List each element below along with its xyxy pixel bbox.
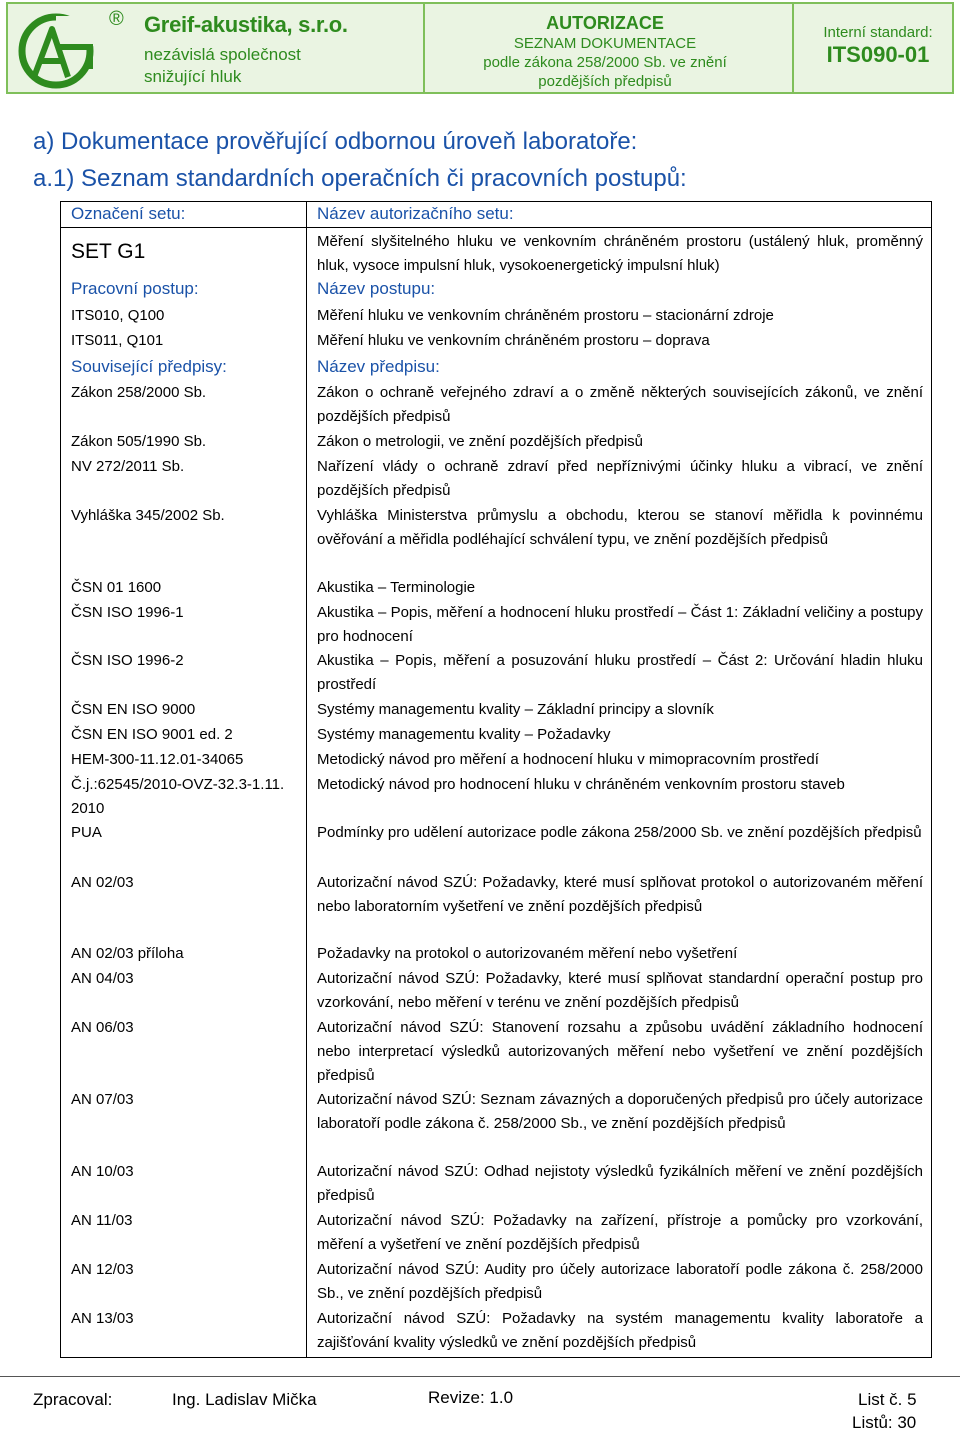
row-code: AN 02/03 [71,874,134,891]
revision-label: Revize: 1.0 [428,1388,514,1407]
tagline-line-1: nezávislá společnost [144,45,301,64]
row-title: Vyhláška Ministerstva průmyslu a obchodu, kterou se stanoví měřidla k povinnému ověřování a měřidla podléhající schválení typu, ve znění pozdějších předpisů [317,507,923,548]
row-code: PUA [71,824,102,841]
author-name: Ing. Ladislav Mička [172,1390,317,1409]
row-code: AN 11/03 [71,1212,133,1229]
row-code: Č.j.:62545/2010-OVZ-32.3-1.11.2010 [71,776,285,817]
section-heading-a1: a.1) Seznam standardních operačních či pracovních postupů: [33,165,687,192]
row-title: Autorizační návod SZÚ: Požadavky na systém managementu kvality laboratoře a zajišťování kvality výsledků ve znění pozdějších předpisů [317,1310,923,1351]
row-title: Autorizační návod SZÚ: Požadavky, které musí splňovat standardní operační postup pro vzorkování, nebo měření v terénu ve znění pozdějších předpisů [317,970,923,1011]
greif-akustika-logo [12,7,102,91]
row-title: Autorizační návod SZÚ: Požadavky, které musí splňovat protokol o autorizovaném měření nebo laboratorním vyšetření ve znění pozdějších předpisů [317,874,923,915]
section-heading-a: a) Dokumentace prověřující odbornou úroveň laboratoře: [33,128,638,155]
row-code: ČSN 01 1600 [71,579,162,596]
set-code: SET G1 [71,240,146,263]
procedure-name-label: Název postupu: [317,279,436,298]
row-code: ČSN ISO 1996-2 [71,652,184,669]
row-code: ČSN ISO 1996-1 [71,604,184,621]
tagline-line-2: snižující hluk [144,67,242,86]
row-code: Zákon 505/1990 Sb. [71,433,207,450]
row-title: Měření hluku ve venkovním chráněném prostoru – stacionární zdroje [317,307,774,324]
document-header [6,2,954,94]
row-code: AN 10/03 [71,1163,134,1180]
row-title: Akustika – Popis, měření a hodnocení hluku prostředí – Část 1: Základní veličiny a postupy pro hodnocení [317,604,923,645]
row-code: ITS011, Q101 [71,332,164,349]
row-code: AN 06/03 [71,1019,134,1036]
document-table [60,201,932,1358]
row-code: NV 272/2011 Sb. [71,458,185,475]
row-title: Autorizační návod SZÚ: Stanovení rozsahu a způsobu uvádění základního hodnocení nebo interpretací výsledků autorizovaných měření nebo vyšetření ve znění pozdějších předpisů [317,1019,923,1084]
company-tagline [144,44,301,88]
company-name: Greif-akustika, s.r.o. [144,12,348,37]
row-title: Zákon o metrologii, ve znění pozdějších předpisů [317,433,644,450]
sheet-number: List č. 5 [858,1390,917,1409]
header-rule [61,227,931,228]
standard-code: ITS090-01 [826,42,930,67]
row-code: HEM-300-11.12.01-34065 [71,751,244,768]
row-code: Vyhláška 345/2002 Sb. [71,507,225,524]
row-title: Požadavky na protokol o autorizovaném měření nebo vyšetření [317,945,738,962]
procedure-label: Pracovní postup: [71,279,199,298]
set-title: Měření slyšitelného hluku ve venkovním chráněném prostoru (ustálený hluk, proměnný hluk, vysoce impulsní hluk, vysokoenergetický impulsní hluk) [317,233,923,274]
row-title: Akustika – Terminologie [317,579,476,596]
row-title: Měření hluku ve venkovním chráněném prostoru – doprava [317,332,710,349]
sheets-total: Listů: 30 [852,1413,917,1432]
row-code: AN 02/03 příloha [71,945,184,962]
row-title: Zákon o ochraně veřejného zdraví a o změně některých souvisejících zákonů, ve znění pozdějších předpisů [317,384,923,425]
row-title: Metodický návod pro měření a hodnocení hluku v mimopracovním prostředí [317,751,819,768]
document-subtitle: SEZNAM DOKUMENTACE [513,35,697,52]
row-title: Systémy managementu kvality – Požadavky [317,726,611,743]
row-code: ČSN EN ISO 9001 ed. 2 [71,726,233,743]
document-title-block [432,12,778,91]
row-code: ITS010, Q100 [71,307,165,324]
document-title: AUTORIZACE [546,13,664,33]
header-right-label: Název autorizačního setu: [317,204,514,223]
row-title: Podmínky pro udělení autorizace podle zákona 258/2000 Sb. ve znění pozdějších předpisů [317,824,922,841]
header-divider [792,4,794,92]
column-divider [306,202,307,1357]
row-code: AN 04/03 [71,970,134,987]
prepared-label: Zpracoval: [33,1390,113,1409]
row-code: AN 07/03 [71,1091,134,1108]
law-line-1: podle zákona 258/2000 Sb. ve znění [483,54,727,71]
regulation-name-label: Název předpisu: [317,357,440,376]
row-title: Autorizační návod SZÚ: Odhad nejistoty výsledků fyzikálních měření ve znění pozdějších předpisů [317,1163,923,1204]
row-code: AN 13/03 [71,1310,134,1327]
row-title: Systémy managementu kvality – Základní principy a slovník [317,701,714,718]
row-code: AN 12/03 [71,1261,134,1278]
registered-mark: ® [109,8,124,30]
row-title: Autorizační návod SZÚ: Požadavky na zařízení, přístroje a pomůcky pro vzorkování, měření a vyšetření ve znění pozdějších předpisů [317,1212,923,1253]
row-title: Nařízení vlády o ochraně zdraví před nepříznivými účinky hluku a vibrací, ve znění pozdějších předpisů [317,458,923,499]
law-line-2: pozdějších předpisů [538,73,672,90]
row-title: Autorizační návod SZÚ: Seznam závazných a doporučených předpisů pro účely autorizace laboratoří podle zákona č. 258/2000 Sb., ve znění pozdějších předpisů [317,1091,923,1132]
header-left-label: Označení setu: [71,204,186,223]
footer-rule [0,1376,960,1377]
row-title: Akustika – Popis, měření a posuzování hluku prostředí – Část 2: Určování hladin hluku prostředí [317,652,923,693]
row-title: Metodický návod pro hodnocení hluku v chráněném venkovním prostoru staveb [317,776,845,793]
row-code: Zákon 258/2000 Sb. [71,384,207,401]
row-title: Autorizační návod SZÚ: Audity pro účely autorizace laboratoří podle zákona č. 258/2000 Sb., ve znění pozdějších předpisů [317,1261,923,1302]
regulations-label: Související předpisy: [71,357,227,376]
standard-label: Interní standard: [823,24,933,41]
row-code: ČSN EN ISO 9000 [71,701,196,718]
header-divider [423,4,425,92]
